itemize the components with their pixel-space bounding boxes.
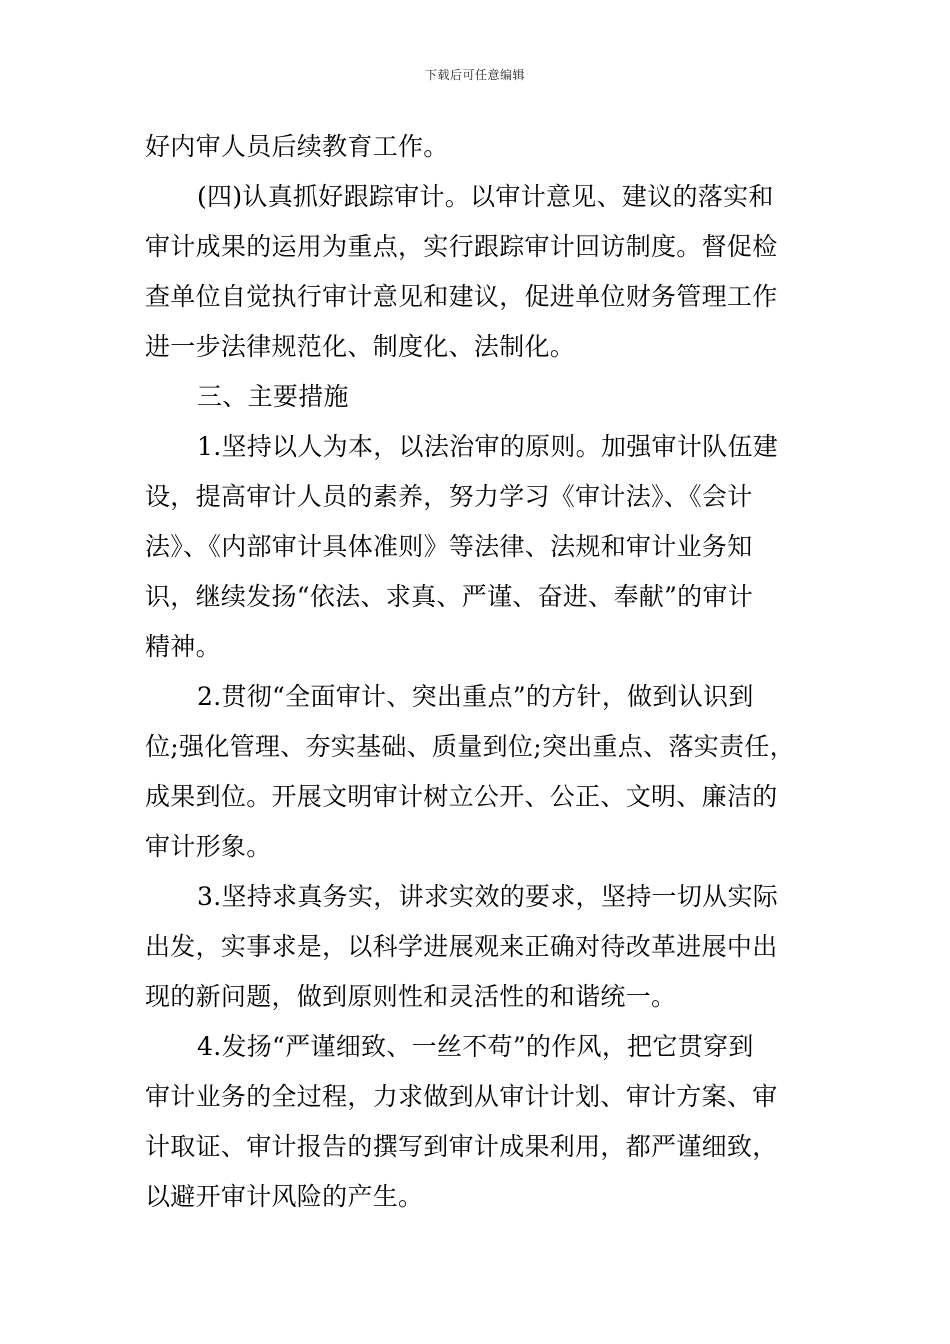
text-line: 位;强化管理、夯实基础、质量到位;突出重点、落实责任， (145, 732, 795, 761)
text-line: 好内审人员后续教育工作。 (145, 132, 449, 161)
text-line: 出发，实事求是，以科学进展观来正确对待改革进展中出 (145, 932, 778, 961)
section-heading-measures: 三、主要措施 (197, 382, 349, 411)
text-line: 设，提高审计人员的素养，努力学习《审计法》、《会计 (145, 482, 753, 511)
text-line: 审计业务的全过程，力求做到从审计计划、审计方案、审 (145, 1082, 778, 1111)
text-line: 审计形象。 (145, 832, 272, 861)
header-note: 下载后可任意编辑 (424, 68, 525, 82)
measure-item-1: 1.坚持以人为本，以法治审的原则。加强审计队伍建 (197, 432, 779, 461)
body-text (145, 122, 825, 1222)
text-line: 计取证、审计报告的撰写到审计成果利用，都严谨细致， (145, 1132, 778, 1161)
measure-item-4: 4.发扬“严谨细致、一丝不苟”的作风，把它贯穿到 (197, 1032, 754, 1061)
text-line: 现的新问题，做到原则性和灵活性的和谐统一。 (145, 982, 677, 1011)
text-line: 查单位自觉执行审计意见和建议，促进单位财务管理工作 (145, 282, 778, 311)
text-line: 精神。 (145, 632, 221, 661)
measure-item-2: 2.贯彻“全面审计、突出重点”的方针，做到认识到 (197, 682, 754, 711)
text-line: 识，继续发扬“依法、求真、严谨、奋进、奉献”的审计 (145, 582, 754, 611)
text-line: 进一步法律规范化、制度化、法制化。 (145, 332, 576, 361)
measure-item-3: 3.坚持求真务实，讲求实效的要求，坚持一切从实际 (197, 882, 779, 911)
text-line: 审计成果的运用为重点，实行跟踪审计回访制度。督促检 (145, 232, 778, 261)
text-line: 以避开审计风险的产生。 (145, 1182, 424, 1211)
text-line: 法》、《内部审计具体准则》等法律、法规和审计业务知 (145, 532, 753, 561)
text-line: 成果到位。开展文明审计树立公开、公正、文明、廉洁的 (145, 782, 778, 811)
section-heading-four: (四)认真抓好跟踪审计。以审计意见、建议的落实和 (197, 182, 774, 211)
